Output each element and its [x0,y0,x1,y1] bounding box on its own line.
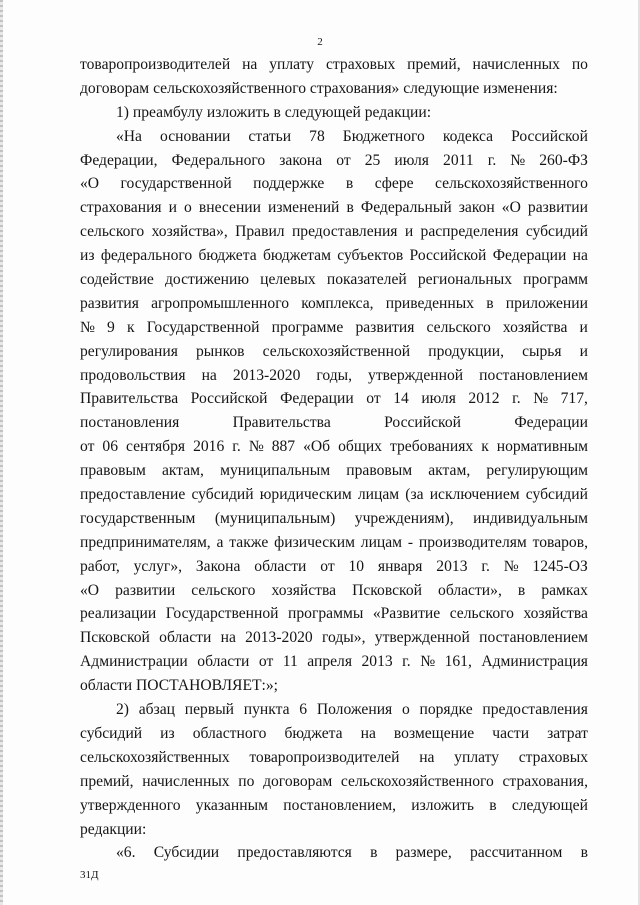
word: размере, [395,844,452,862]
word: правовым [346,462,413,480]
word: января [377,557,423,575]
word: № [420,653,436,671]
text-line: области ПОСТАНОВЛЯЕТ:»; [80,677,278,695]
word: области [197,653,250,671]
word: субсидий [525,486,588,504]
word: нормативным [496,438,588,456]
word: 2013 [361,653,393,671]
word: № [248,438,264,456]
word: развития [80,294,139,312]
word: № [80,318,95,336]
text-line [80,698,588,722]
text-line [80,340,588,364]
word: уплату [454,748,500,766]
word: 06 [102,438,118,456]
text-line [80,555,588,579]
word: уплату [269,56,315,73]
word: годы», [322,629,366,647]
word: поддержке [253,175,325,193]
word: постановлением [479,629,588,647]
word: абзац [138,701,176,719]
word: «О [80,175,100,193]
word: 717, [560,390,588,408]
word: страховых [518,748,588,766]
text-line [80,459,588,483]
word: г. [402,653,411,671]
word: хозяйства [523,605,588,623]
word: на [572,247,588,265]
word: июля [421,390,456,408]
word: от [80,438,95,456]
text-line [80,411,588,435]
word: рынков [195,342,245,360]
text-line [80,292,588,316]
word: части [492,724,530,742]
word: субсидий [191,486,254,504]
word: кодекса [442,127,494,145]
word: в [345,175,354,193]
word: 11 [282,653,298,671]
word: г. [512,390,521,408]
word: премий, [407,56,461,73]
word: от [336,151,351,169]
word: производителям [418,533,527,551]
word: Администрация [481,653,588,671]
word: и [404,223,414,241]
word: федерального [100,247,193,265]
word: от [320,557,335,575]
word: субсидий [525,223,588,241]
word: Федерации, [80,151,158,169]
word: апреля [307,653,353,671]
word: актам, [161,462,204,480]
word: Правил [235,223,285,241]
word: а [216,533,224,551]
word: и [579,342,588,360]
word: показателей [326,271,407,289]
word: 2013-2020 [245,629,313,647]
word: 1245-ОЗ [532,557,588,575]
word: годы, [316,366,353,384]
word: и [168,199,177,217]
document-body [80,53,588,865]
text-line [80,507,588,531]
word: развития [355,318,415,336]
word: следующей [511,796,588,814]
word: общих [338,438,382,456]
text-line [80,387,588,411]
word: продукции, [428,342,504,360]
word: «О [80,581,100,599]
word: к [126,318,135,336]
word: хозяйства [271,581,337,599]
word: страхования [80,199,162,217]
text-line [80,364,588,388]
word: Государственной [146,318,260,336]
word: в [580,844,588,862]
word: 14 [393,390,409,408]
word: областного [192,724,267,742]
word: о [184,199,192,217]
text-line [80,794,588,818]
word: государственным [80,509,196,527]
word: сентября [126,438,186,456]
word: лицам [357,486,400,504]
word: области [159,629,212,647]
word: июля [394,151,429,169]
word: развитии [527,199,588,217]
word: предоставления [482,701,588,719]
word: программе [271,318,344,336]
word: 6 [299,701,308,719]
word: сельскохозяйственных [80,748,230,766]
word: от [258,653,274,671]
text-line [80,149,588,173]
word: бюджета [198,247,257,265]
text-line [80,579,588,603]
word: (за [405,486,424,504]
word: субъектов [337,247,404,265]
word: предоставления [291,223,398,241]
word: 2013 [436,557,468,575]
word: целевых [260,271,316,289]
word: реализации [80,605,157,623]
word: приложении [505,294,588,312]
word: 9 [107,318,115,336]
text-line [80,602,588,626]
word: комплекса, [301,294,374,312]
text-line [80,125,588,149]
word: «На [116,127,142,145]
word: на [220,629,236,647]
word: регулирования [80,342,178,360]
word: № [510,151,526,169]
text-line [80,196,588,220]
word: 25 [364,151,381,169]
text-line [80,650,588,674]
word: бюджета [284,724,343,742]
word: пункта [243,701,290,719]
word: по [571,56,588,73]
word: в [486,294,494,312]
word: из [160,724,175,742]
word: в [489,796,497,814]
word: требованиях [389,438,474,456]
word: учреждениям), [354,509,454,527]
word: к [481,438,489,456]
word: также [229,533,269,551]
word: первый [184,701,235,719]
word: возмещение [393,724,475,742]
word: премий, [80,772,134,790]
word: 887 [271,438,296,456]
word: постановлением, [283,796,396,814]
word: из [80,247,95,265]
text-line [80,435,588,459]
word: Федерального [171,151,266,169]
word: страховых [325,56,396,73]
text-line [80,244,588,268]
word: исключением [429,486,520,504]
word: Российской [384,414,461,432]
word: Российской [409,247,487,265]
word: изложить [411,796,474,814]
word: региональных [417,271,513,289]
word: 78 [309,127,325,145]
word: сельского [80,223,145,241]
word: утвержденного [80,796,181,814]
word: на [201,366,217,384]
word: содействие [80,271,154,289]
word: от [366,390,381,408]
word: Правительства [80,390,179,408]
word: Псковской [80,629,150,647]
word: начисленных [142,772,230,790]
text-line [80,53,588,77]
word: закон [458,199,495,217]
word: актам, [428,462,471,480]
text-line [80,722,588,746]
word: о [401,701,410,719]
word: на [419,748,435,766]
scan-left-edge [0,0,3,905]
word: развитии [115,581,176,599]
word: 10 [348,557,365,575]
word: Федерации [280,390,354,408]
word: договорам [263,772,333,790]
word: Федеральный [360,199,452,217]
text-line [80,483,588,507]
word: области [254,557,307,575]
word: сфере [374,175,414,193]
word: Федерации [492,247,567,265]
word: товаров, [532,533,588,551]
text-line: 1) преамбулу изложить в следующей редакции: [116,103,432,121]
word: рамках [541,581,588,599]
word: Правительства [232,414,331,432]
word: лицам [360,533,403,551]
word: 2011 [443,151,474,169]
word: области», [438,581,502,599]
word: приведенных [385,294,475,312]
word: продовольствия [80,366,186,384]
text-line [80,841,588,865]
word: товаропроизводителей [80,56,231,73]
word: «6. [116,844,136,862]
word: работ, [80,557,120,575]
word: достижению [164,271,249,289]
word: - [407,533,414,551]
word: и [579,318,588,336]
word: рассчитанном [469,844,563,862]
word: Российской [511,127,588,145]
word: сельскохозяйственного [435,175,588,193]
word: 2016 [193,438,225,456]
word: Положения [316,701,393,719]
word: 161, [444,653,472,671]
word: г. [487,151,497,169]
word: программ [523,271,588,289]
word: страхования, [502,772,588,790]
word: 2013-2020 [232,366,301,384]
word: сельского [426,318,491,336]
word: предоставление [80,486,186,504]
text-line [80,746,588,770]
word: затрат [547,724,588,742]
word: предоставляются [237,844,352,862]
text-line [80,531,588,555]
word: хозяйства [502,318,568,336]
word: статьи [248,127,292,145]
word: индивидуальным [473,509,588,527]
word: муниципальным [220,462,331,480]
word: по [238,772,255,790]
word: хозяйства», [151,223,228,241]
word: в [346,199,354,217]
word: основании [160,127,231,145]
word: предпринимателям, [80,533,211,551]
text-line: договорам сельскохозяйственного страхования» следующие изменения: [80,79,558,97]
text-line [80,316,588,340]
word: Государственной [165,605,279,623]
text-line [80,268,588,292]
word: утвержденной [374,629,470,647]
word: начисленных [472,56,560,73]
word: государственной [120,175,232,193]
word: агропромышленного [151,294,290,312]
text-line [80,626,588,650]
word: внесении [198,199,261,217]
word: юридическим [259,486,352,504]
word: регулирующим [486,462,588,480]
word: указанным [195,796,268,814]
word: Субсидии [153,844,220,862]
word: сельскохозяйственной [262,342,411,360]
word: в [370,844,378,862]
word: Федерации [514,414,588,432]
word: Бюджетного [342,127,425,145]
word: утвержденной [368,366,464,384]
word: субсидий [80,724,143,742]
word: «О [501,199,521,217]
word: № [533,390,549,408]
word: на [242,56,258,73]
text-line [80,220,588,244]
word: на [360,724,376,742]
word: закона [279,151,323,169]
text-line [80,770,588,794]
word: программы [288,605,364,623]
word: Закона [195,557,241,575]
word: г. [481,557,490,575]
word: товаропроизводителей [249,748,400,766]
word: Администрации [80,653,188,671]
footer-code: 31Д [80,869,99,881]
word: порядке [419,701,473,719]
word: сельского [191,581,256,599]
word: 260-ФЗ [539,151,588,169]
word: услуг», [133,557,183,575]
word: физическим [274,533,355,551]
word: г. [232,438,241,456]
word: в [517,581,526,599]
word: постановлением [479,366,588,384]
word: постановления [80,414,180,432]
word: правовым [80,462,146,480]
word: сельского [449,605,514,623]
word: (муниципальным) [214,509,336,527]
word: № [503,557,519,575]
word: 2012 [468,390,500,408]
word: Псковской [352,581,422,599]
word: бюджетам [262,247,331,265]
word: изменений [268,199,340,217]
word: 2) [116,701,129,719]
word: Российской [190,390,268,408]
page-number: 2 [317,36,323,48]
word: «Об [303,438,331,456]
word: сырья [522,342,562,360]
word: распределения [420,223,519,241]
text-line [80,172,588,196]
word: «Развитие [372,605,441,623]
word: сельскохозяйственного [340,772,494,790]
text-line: редакции: [80,820,147,838]
